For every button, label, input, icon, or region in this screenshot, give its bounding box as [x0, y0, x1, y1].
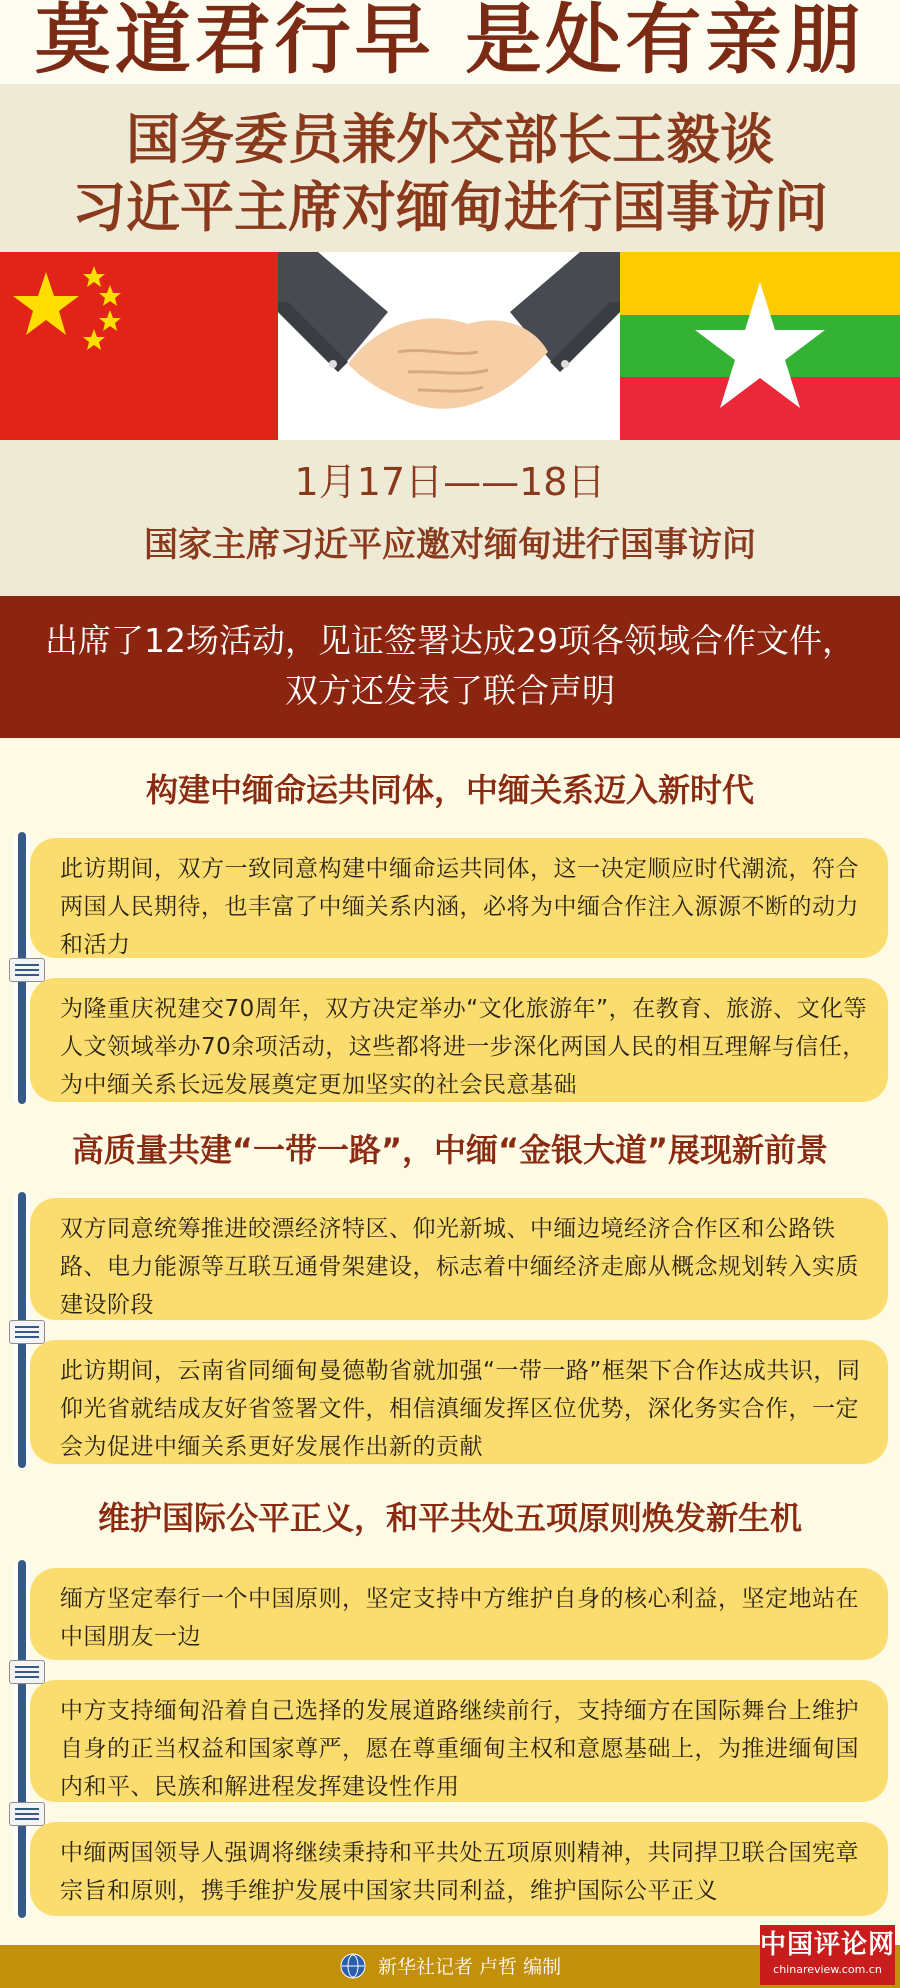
item-text: 缅方坚定奉行一个中国原则，坚定支持中方维护自身的核心利益，坚定地站在中国朋友一边: [60, 1586, 859, 1650]
timeline-rail: [14, 1560, 30, 1918]
summary-line-1: 出席了12场活动，见证签署达成29项各领域合作文件，: [45, 621, 855, 660]
summary-line-2: 双方还发表了联合声明: [285, 671, 615, 710]
item-text: 此访期间，云南省同缅甸曼德勒省就加强“一带一路”框架下合作达成共识，同仰光省就结成友好省签署文件，相信滇缅发挥区位优势，深化务实合作，一定会为促进中缅关系更好发展作出新的贡献: [60, 1358, 861, 1460]
footer-credit: [344, 1953, 561, 1981]
slider-knob-icon: [9, 1320, 45, 1344]
summary-band: [0, 596, 900, 738]
china-flag-icon: [0, 252, 278, 440]
list-item: [30, 1680, 888, 1802]
item-text: 此访期间，双方一致同意构建中缅命运共同体，这一决定顺应时代潮流，符合两国人民期待，也丰富了中缅关系内涵，必将为中缅合作注入源源不断的动力和活力: [60, 856, 859, 958]
chinareview-logo: [760, 1925, 895, 1985]
list-item: [30, 1822, 888, 1916]
slider-knob-icon: [9, 1660, 45, 1684]
section-title-1: 构建中缅命运共同体，中缅关系迈入新时代: [145, 771, 754, 809]
credit-text: 新华社记者 卢哲 编制: [378, 1956, 562, 1978]
date-band: [0, 440, 900, 596]
visit-headline: 国家主席习近平应邀对缅甸进行国事访问: [144, 525, 756, 565]
myanmar-flag-icon: [620, 252, 900, 440]
item-text: 为隆重庆祝建交70周年，双方决定举办“文化旅游年”，在教育、旅游、文化等人文领域举办70余项活动，这些都将进一步深化两国人民的相互理解与信任，为中缅关系长远发展奠定更加坚实的社会民意基础: [60, 996, 868, 1098]
item-text: 中方支持缅甸沿着自己选择的发展道路继续前行，支持缅方在国际舞台上维护自身的正当权益和国家尊严，愿在尊重缅甸主权和意愿基础上，为推进缅甸国内和平、民族和解进程发挥建设性作用: [60, 1698, 859, 1800]
list-item: [30, 978, 888, 1102]
slider-knob-icon: [9, 1802, 45, 1826]
list-item: [30, 1568, 888, 1660]
visit-date: 1月17日——18日: [294, 460, 606, 504]
section-title-3: 维护国际公平正义，和平共处五项原则焕发新生机: [97, 1499, 802, 1537]
item-text: 中缅两国领导人强调将继续秉持和平共处五项原则精神，共同捍卫联合国宪章宗旨和原则，携手维护发展中国家共同利益，维护国际公平正义: [60, 1840, 859, 1904]
list-item: [30, 1340, 888, 1464]
slider-knob-icon: [9, 958, 45, 982]
logo-name: 中国评论网: [760, 1930, 896, 1960]
list-item: [30, 838, 888, 958]
main-title: 莫道君行早 是处有亲朋: [0, 0, 900, 84]
flag-banner: [0, 252, 900, 440]
item-text: 双方同意统筹推进皎漂经济特区、仰光新城、中缅边境经济合作区和公路铁路、电力能源等互联互通骨架建设，标志着中缅经济走廊从概念规划转入实质建设阶段: [60, 1216, 859, 1318]
subtitle-line-2: 习近平主席对缅甸进行国事访问: [72, 176, 828, 239]
list-item: [30, 1198, 888, 1320]
subtitle: [0, 84, 900, 252]
subtitle-line-1: 国务委员兼外交部长王毅谈: [126, 108, 774, 171]
section-title-2: 高质量共建“一带一路”，中缅“金银大道”展现新前景: [71, 1131, 829, 1169]
logo-url: chinareview.com.cn: [773, 1963, 882, 1976]
handshake-icon: [278, 252, 620, 440]
